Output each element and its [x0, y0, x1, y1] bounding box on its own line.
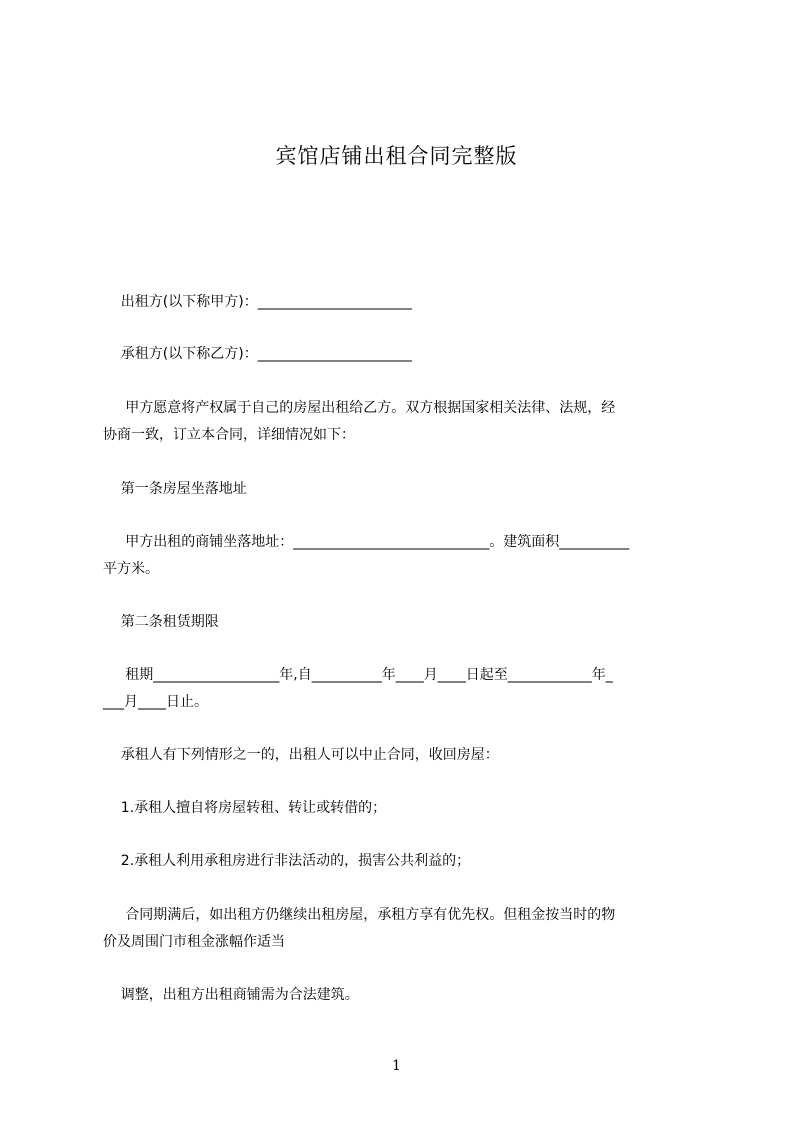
termination-item-2: 2.承租人利用承租房进行非法活动的，损害公共利益的；: [103, 853, 471, 869]
article-1-heading: 第一条房屋坐落地址: [103, 481, 247, 497]
adjustment-paragraph: 调整，出租方出租商铺需为合法建筑。: [103, 987, 359, 1003]
term-paragraph-line-2: ___月____日止。: [103, 694, 208, 710]
lessor-line: 出租方(以下称甲方)：______________________: [103, 294, 412, 310]
renewal-paragraph-line-2: 价及周围门市租金涨幅作适当: [103, 934, 285, 950]
lessee-line: 承租方(以下称乙方)：______________________: [103, 346, 412, 362]
term-paragraph-line-1: 租期__________________年,自__________年____月____日起至____________年_: [103, 667, 613, 683]
article-2-heading: 第二条租赁期限: [103, 614, 219, 630]
termination-intro: 承租人有下列情形之一的，出租人可以中止合同，收回房屋：: [103, 747, 499, 763]
intro-paragraph-line-1: 甲方愿意将产权属于自己的房屋出租给乙方。双方根据国家相关法律、法规，经: [103, 400, 616, 416]
page-number: 1: [392, 1058, 401, 1074]
address-paragraph-line-2: 平方米。: [103, 561, 159, 577]
termination-item-1: 1.承租人擅自将房屋转租、转让或转借的；: [103, 800, 387, 816]
page-title: 宾馆店铺出租合同完整版: [275, 144, 518, 168]
intro-paragraph-line-2: 协商一致，订立本合同，详细情况如下：: [103, 427, 355, 443]
address-paragraph-line-1: 甲方出租的商铺坐落地址：____________________________。建筑面积__________: [103, 534, 630, 550]
renewal-paragraph-line-1: 合同期满后，如出租方仍继续出租房屋，承租方享有优先权。但租金按当时的物: [103, 907, 616, 923]
